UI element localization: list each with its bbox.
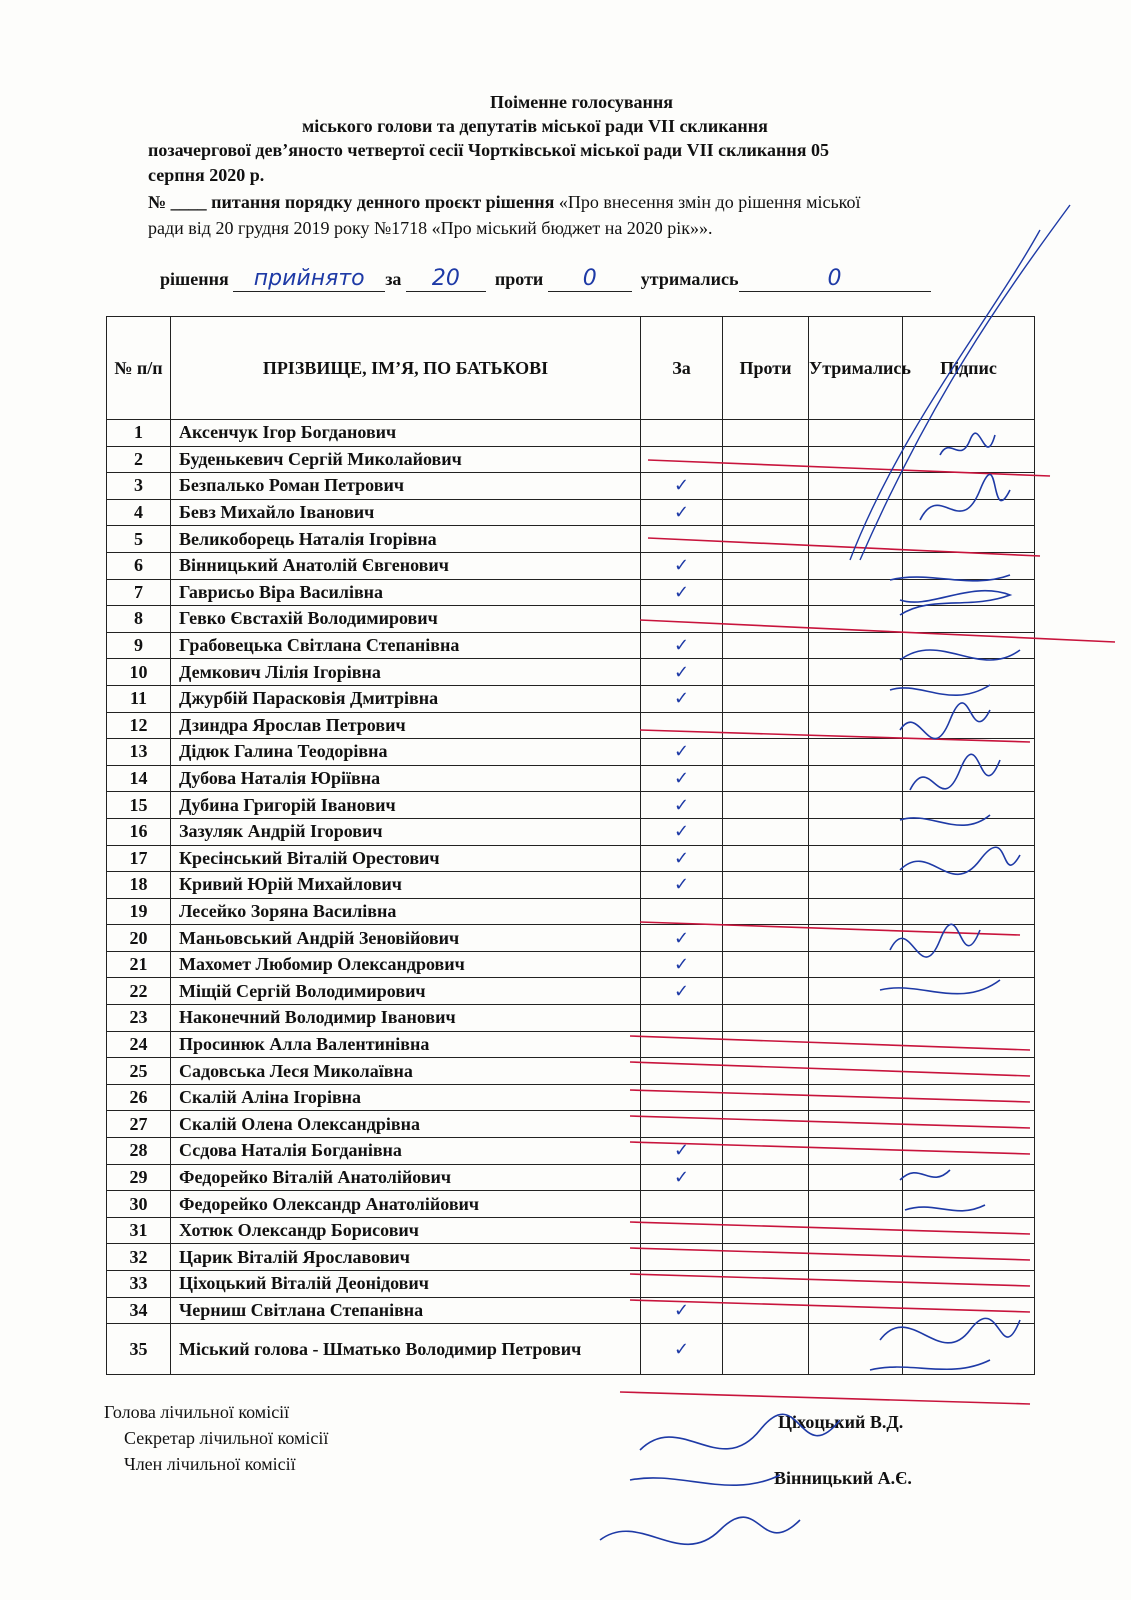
row-against — [723, 579, 809, 606]
row-abstained — [809, 1271, 903, 1298]
row-number: 27 — [107, 1111, 171, 1138]
row-number: 22 — [107, 978, 171, 1005]
row-against — [723, 659, 809, 686]
table-row — [107, 818, 1035, 845]
row-name: Царик Віталій Ярославович — [171, 1244, 641, 1271]
row-number: 28 — [107, 1138, 171, 1165]
table-row — [107, 1164, 1035, 1191]
table-row — [107, 1084, 1035, 1111]
table-row — [107, 579, 1035, 606]
header-line-3: позачергової дев’яносто четвертої сесії Чортківської міської ради VII скликання 05 — [148, 140, 829, 160]
row-for-mark — [641, 1271, 723, 1298]
row-name: Садовська Леся Миколаївна — [171, 1058, 641, 1085]
row-signature — [903, 1297, 1035, 1324]
row-name: Міський голова - Шматько Володимир Петрович — [171, 1324, 641, 1375]
row-abstained — [809, 1297, 903, 1324]
row-number: 23 — [107, 1005, 171, 1032]
row-number: 11 — [107, 685, 171, 712]
row-signature — [903, 925, 1035, 952]
row-against — [723, 499, 809, 526]
row-signature — [903, 446, 1035, 473]
row-name: Ссдова Наталія Богданівна — [171, 1138, 641, 1165]
table-row — [107, 1058, 1035, 1085]
row-signature — [903, 1324, 1035, 1375]
row-signature — [903, 420, 1035, 447]
row-number: 21 — [107, 951, 171, 978]
row-signature — [903, 1111, 1035, 1138]
row-against — [723, 1005, 809, 1032]
row-for-mark: ✓ — [641, 845, 723, 872]
row-name: Федорейко Олександр Анатолійович — [171, 1191, 641, 1218]
table-header-row — [107, 317, 1035, 420]
table-row — [107, 1217, 1035, 1244]
row-abstained — [809, 1031, 903, 1058]
table-row — [107, 845, 1035, 872]
row-signature — [903, 739, 1035, 766]
row-for-mark: ✓ — [641, 473, 723, 500]
row-abstained — [809, 446, 903, 473]
row-name: Аксенчук Ігор Богданович — [171, 420, 641, 447]
row-abstained — [809, 1005, 903, 1032]
row-number: 19 — [107, 898, 171, 925]
row-against — [723, 1084, 809, 1111]
row-name: Федорейко Віталій Анатолійович — [171, 1164, 641, 1191]
table-row — [107, 1271, 1035, 1298]
row-signature — [903, 526, 1035, 553]
row-against — [723, 1191, 809, 1218]
row-name: Буденькевич Сергій Миколайович — [171, 446, 641, 473]
decision-line — [160, 266, 931, 292]
row-for-mark — [641, 1191, 723, 1218]
row-against — [723, 845, 809, 872]
against-label: проти — [494, 269, 544, 289]
row-abstained — [809, 765, 903, 792]
row-for-mark: ✓ — [641, 951, 723, 978]
row-signature — [903, 606, 1035, 633]
row-abstained — [809, 499, 903, 526]
row-name: Зазуляк Андрій Ігорович — [171, 818, 641, 845]
row-for-mark: ✓ — [641, 792, 723, 819]
row-for-mark — [641, 898, 723, 925]
row-name: Дідюк Галина Теодорівна — [171, 739, 641, 766]
row-against — [723, 1138, 809, 1165]
row-signature — [903, 1138, 1035, 1165]
row-number: 25 — [107, 1058, 171, 1085]
row-for-mark: ✓ — [641, 579, 723, 606]
table-row — [107, 712, 1035, 739]
against-value: 0 — [548, 266, 632, 292]
row-against — [723, 872, 809, 899]
row-abstained — [809, 685, 903, 712]
row-abstained — [809, 951, 903, 978]
abstained-label: утримались — [640, 269, 739, 289]
row-abstained — [809, 552, 903, 579]
row-for-mark: ✓ — [641, 552, 723, 579]
row-for-mark — [641, 526, 723, 553]
row-abstained — [809, 420, 903, 447]
table-row — [107, 1138, 1035, 1165]
row-for-mark — [641, 712, 723, 739]
row-for-mark: ✓ — [641, 739, 723, 766]
row-against — [723, 1297, 809, 1324]
row-signature — [903, 845, 1035, 872]
row-for-mark: ✓ — [641, 978, 723, 1005]
row-for-mark — [641, 1058, 723, 1085]
row-signature — [903, 552, 1035, 579]
row-for-mark — [641, 606, 723, 633]
row-name: Скалій Олена Олександрівна — [171, 1111, 641, 1138]
table-row — [107, 420, 1035, 447]
row-number: 8 — [107, 606, 171, 633]
row-number: 13 — [107, 739, 171, 766]
row-number: 30 — [107, 1191, 171, 1218]
row-name: Хотюк Олександр Борисович — [171, 1217, 641, 1244]
row-number: 4 — [107, 499, 171, 526]
row-number: 5 — [107, 526, 171, 553]
row-abstained — [809, 473, 903, 500]
row-signature — [903, 1271, 1035, 1298]
row-for-mark — [641, 1217, 723, 1244]
row-abstained — [809, 739, 903, 766]
row-name: Грабовецька Світлана Степанівна — [171, 632, 641, 659]
abstained-value: 0 — [739, 266, 931, 292]
row-number: 2 — [107, 446, 171, 473]
row-against — [723, 898, 809, 925]
row-abstained — [809, 1058, 903, 1085]
row-abstained — [809, 898, 903, 925]
row-for-mark: ✓ — [641, 765, 723, 792]
row-signature — [903, 1005, 1035, 1032]
table-row — [107, 978, 1035, 1005]
question-text-1: «Про внесення змін до рішення міської — [558, 192, 861, 212]
row-for-mark — [641, 446, 723, 473]
row-signature — [903, 898, 1035, 925]
row-name: Просинюк Алла Валентинівна — [171, 1031, 641, 1058]
table-row — [107, 925, 1035, 952]
chair-label: Голова лічильної комісії — [104, 1402, 290, 1422]
header-line-4: серпня 2020 р. — [148, 165, 265, 185]
row-name: Черниш Світлана Степанівна — [171, 1297, 641, 1324]
row-for-mark — [641, 1244, 723, 1271]
for-label: за — [385, 269, 402, 289]
row-name: Гевко Євстахій Володимирович — [171, 606, 641, 633]
row-number: 10 — [107, 659, 171, 686]
row-against — [723, 739, 809, 766]
row-abstained — [809, 1084, 903, 1111]
row-name: Дзиндра Ярослав Петрович — [171, 712, 641, 739]
row-for-mark: ✓ — [641, 872, 723, 899]
row-against — [723, 925, 809, 952]
row-against — [723, 978, 809, 1005]
row-signature — [903, 818, 1035, 845]
row-number: 26 — [107, 1084, 171, 1111]
row-against — [723, 951, 809, 978]
row-against — [723, 685, 809, 712]
row-against — [723, 1031, 809, 1058]
row-against — [723, 1217, 809, 1244]
row-signature — [903, 579, 1035, 606]
row-against — [723, 420, 809, 447]
row-for-mark — [641, 1005, 723, 1032]
table-row — [107, 1244, 1035, 1271]
row-abstained — [809, 526, 903, 553]
row-against — [723, 1244, 809, 1271]
row-signature — [903, 1084, 1035, 1111]
table-row — [107, 473, 1035, 500]
row-signature — [903, 951, 1035, 978]
row-signature — [903, 765, 1035, 792]
document-title: Поіменне голосування — [490, 92, 674, 112]
row-abstained — [809, 659, 903, 686]
decision-label: рішення — [160, 269, 229, 289]
row-for-mark — [641, 1111, 723, 1138]
voting-table — [106, 316, 1035, 1375]
table-row — [107, 659, 1035, 686]
row-signature — [903, 872, 1035, 899]
row-abstained — [809, 1111, 903, 1138]
row-against — [723, 606, 809, 633]
row-number: 6 — [107, 552, 171, 579]
row-for-mark: ✓ — [641, 1324, 723, 1375]
row-abstained — [809, 818, 903, 845]
row-number: 29 — [107, 1164, 171, 1191]
row-name: Дубова Наталія Юріївна — [171, 765, 641, 792]
row-abstained — [809, 978, 903, 1005]
table-row — [107, 951, 1035, 978]
row-number: 16 — [107, 818, 171, 845]
row-number: 34 — [107, 1297, 171, 1324]
table-row — [107, 739, 1035, 766]
row-name: Скалій Аліна Ігорівна — [171, 1084, 641, 1111]
row-for-mark — [641, 1084, 723, 1111]
row-number: 17 — [107, 845, 171, 872]
question-label: питання порядку денного проєкт рішення — [211, 192, 555, 212]
table-row — [107, 1324, 1035, 1375]
row-number: 12 — [107, 712, 171, 739]
row-name: Безпалько Роман Петрович — [171, 473, 641, 500]
table-row — [107, 1111, 1035, 1138]
row-name: Гаврисьо Віра Василівна — [171, 579, 641, 606]
row-for-mark: ✓ — [641, 685, 723, 712]
table-row — [107, 792, 1035, 819]
row-number: 1 — [107, 420, 171, 447]
for-value: 20 — [406, 266, 486, 292]
commission-name-2: Вінницький А.Є. — [774, 1468, 912, 1488]
row-against — [723, 526, 809, 553]
commission-name-1: Ціхоцький В.Д. — [778, 1412, 904, 1432]
row-against — [723, 792, 809, 819]
table-row — [107, 526, 1035, 553]
row-against — [723, 552, 809, 579]
member-label: Член лічильної комісії — [124, 1454, 296, 1474]
row-name: Міщій Сергій Володимирович — [171, 978, 641, 1005]
decision-value: прийнято — [233, 266, 385, 292]
row-number: 3 — [107, 473, 171, 500]
row-signature — [903, 978, 1035, 1005]
row-abstained — [809, 872, 903, 899]
question-number: № ____ — [148, 192, 207, 212]
row-signature — [903, 1191, 1035, 1218]
row-name: Ціхоцький Віталій Деонідович — [171, 1271, 641, 1298]
row-abstained — [809, 1324, 903, 1375]
row-against — [723, 712, 809, 739]
row-name: Демкович Лілія Ігорівна — [171, 659, 641, 686]
row-number: 7 — [107, 579, 171, 606]
row-for-mark: ✓ — [641, 1297, 723, 1324]
table-row — [107, 1005, 1035, 1032]
row-name: Вінницький Анатолій Євгенович — [171, 552, 641, 579]
row-for-mark: ✓ — [641, 659, 723, 686]
row-signature — [903, 473, 1035, 500]
row-number: 14 — [107, 765, 171, 792]
row-name: Маньовський Андрій Зеновійович — [171, 925, 641, 952]
row-abstained — [809, 1244, 903, 1271]
row-signature — [903, 1217, 1035, 1244]
row-for-mark: ✓ — [641, 1138, 723, 1165]
header-line-2: міського голови та депутатів міської ради VII скликання — [302, 116, 768, 136]
row-abstained — [809, 1217, 903, 1244]
row-abstained — [809, 606, 903, 633]
row-for-mark: ✓ — [641, 632, 723, 659]
row-against — [723, 1164, 809, 1191]
row-against — [723, 765, 809, 792]
row-name: Бевз Михайло Іванович — [171, 499, 641, 526]
row-number: 32 — [107, 1244, 171, 1271]
secretary-label: Секретар лічильної комісії — [124, 1428, 329, 1448]
table-row — [107, 632, 1035, 659]
row-name: Кривий Юрій Михайлович — [171, 872, 641, 899]
row-signature — [903, 1244, 1035, 1271]
row-abstained — [809, 792, 903, 819]
row-name: Наконечний Володимир Іванович — [171, 1005, 641, 1032]
row-for-mark: ✓ — [641, 499, 723, 526]
table-row — [107, 872, 1035, 899]
row-number: 31 — [107, 1217, 171, 1244]
table-row — [107, 765, 1035, 792]
row-signature — [903, 792, 1035, 819]
row-abstained — [809, 1191, 903, 1218]
table-row — [107, 446, 1035, 473]
row-signature — [903, 685, 1035, 712]
row-for-mark: ✓ — [641, 818, 723, 845]
row-against — [723, 818, 809, 845]
row-signature — [903, 712, 1035, 739]
row-for-mark: ✓ — [641, 925, 723, 952]
row-abstained — [809, 1138, 903, 1165]
row-against — [723, 632, 809, 659]
col-name: ПРІЗВИЩЕ, ІМ’Я, ПО БАТЬКОВІ — [171, 317, 641, 420]
row-abstained — [809, 925, 903, 952]
row-name: Кресінський Віталій Орестович — [171, 845, 641, 872]
row-signature — [903, 1031, 1035, 1058]
table-row — [107, 1297, 1035, 1324]
row-against — [723, 1324, 809, 1375]
row-for-mark — [641, 420, 723, 447]
row-signature — [903, 1058, 1035, 1085]
col-signature: Підпис — [903, 317, 1035, 420]
row-signature — [903, 499, 1035, 526]
table-row — [107, 552, 1035, 579]
question-line-1 — [148, 192, 861, 213]
row-abstained — [809, 845, 903, 872]
table-row — [107, 898, 1035, 925]
table-row — [107, 499, 1035, 526]
row-against — [723, 473, 809, 500]
row-name: Дубина Григорій Іванович — [171, 792, 641, 819]
row-abstained — [809, 579, 903, 606]
row-signature — [903, 632, 1035, 659]
row-number: 20 — [107, 925, 171, 952]
table-row — [107, 606, 1035, 633]
row-signature — [903, 659, 1035, 686]
col-number: № п/п — [107, 317, 171, 420]
row-for-mark — [641, 1031, 723, 1058]
row-number: 18 — [107, 872, 171, 899]
row-number: 15 — [107, 792, 171, 819]
table-row — [107, 1191, 1035, 1218]
row-abstained — [809, 1164, 903, 1191]
row-name: Махомет Любомир Олександрович — [171, 951, 641, 978]
table-row — [107, 685, 1035, 712]
row-against — [723, 1058, 809, 1085]
row-name: Лесейко Зоряна Василівна — [171, 898, 641, 925]
row-abstained — [809, 712, 903, 739]
row-name: Великоборець Наталія Ігорівна — [171, 526, 641, 553]
row-against — [723, 446, 809, 473]
table-row — [107, 1031, 1035, 1058]
question-text-2: ради від 20 грудня 2019 року №1718 «Про міський бюджет на 2020 рік»». — [148, 218, 713, 238]
row-number: 35 — [107, 1324, 171, 1375]
row-number: 33 — [107, 1271, 171, 1298]
row-name: Джурбій Парасковія Дмитрівна — [171, 685, 641, 712]
row-signature — [903, 1164, 1035, 1191]
row-against — [723, 1111, 809, 1138]
row-number: 24 — [107, 1031, 171, 1058]
col-abstained: Утримались — [809, 317, 903, 420]
col-for: За — [641, 317, 723, 420]
col-against: Проти — [723, 317, 809, 420]
row-against — [723, 1271, 809, 1298]
row-for-mark: ✓ — [641, 1164, 723, 1191]
row-abstained — [809, 632, 903, 659]
row-number: 9 — [107, 632, 171, 659]
